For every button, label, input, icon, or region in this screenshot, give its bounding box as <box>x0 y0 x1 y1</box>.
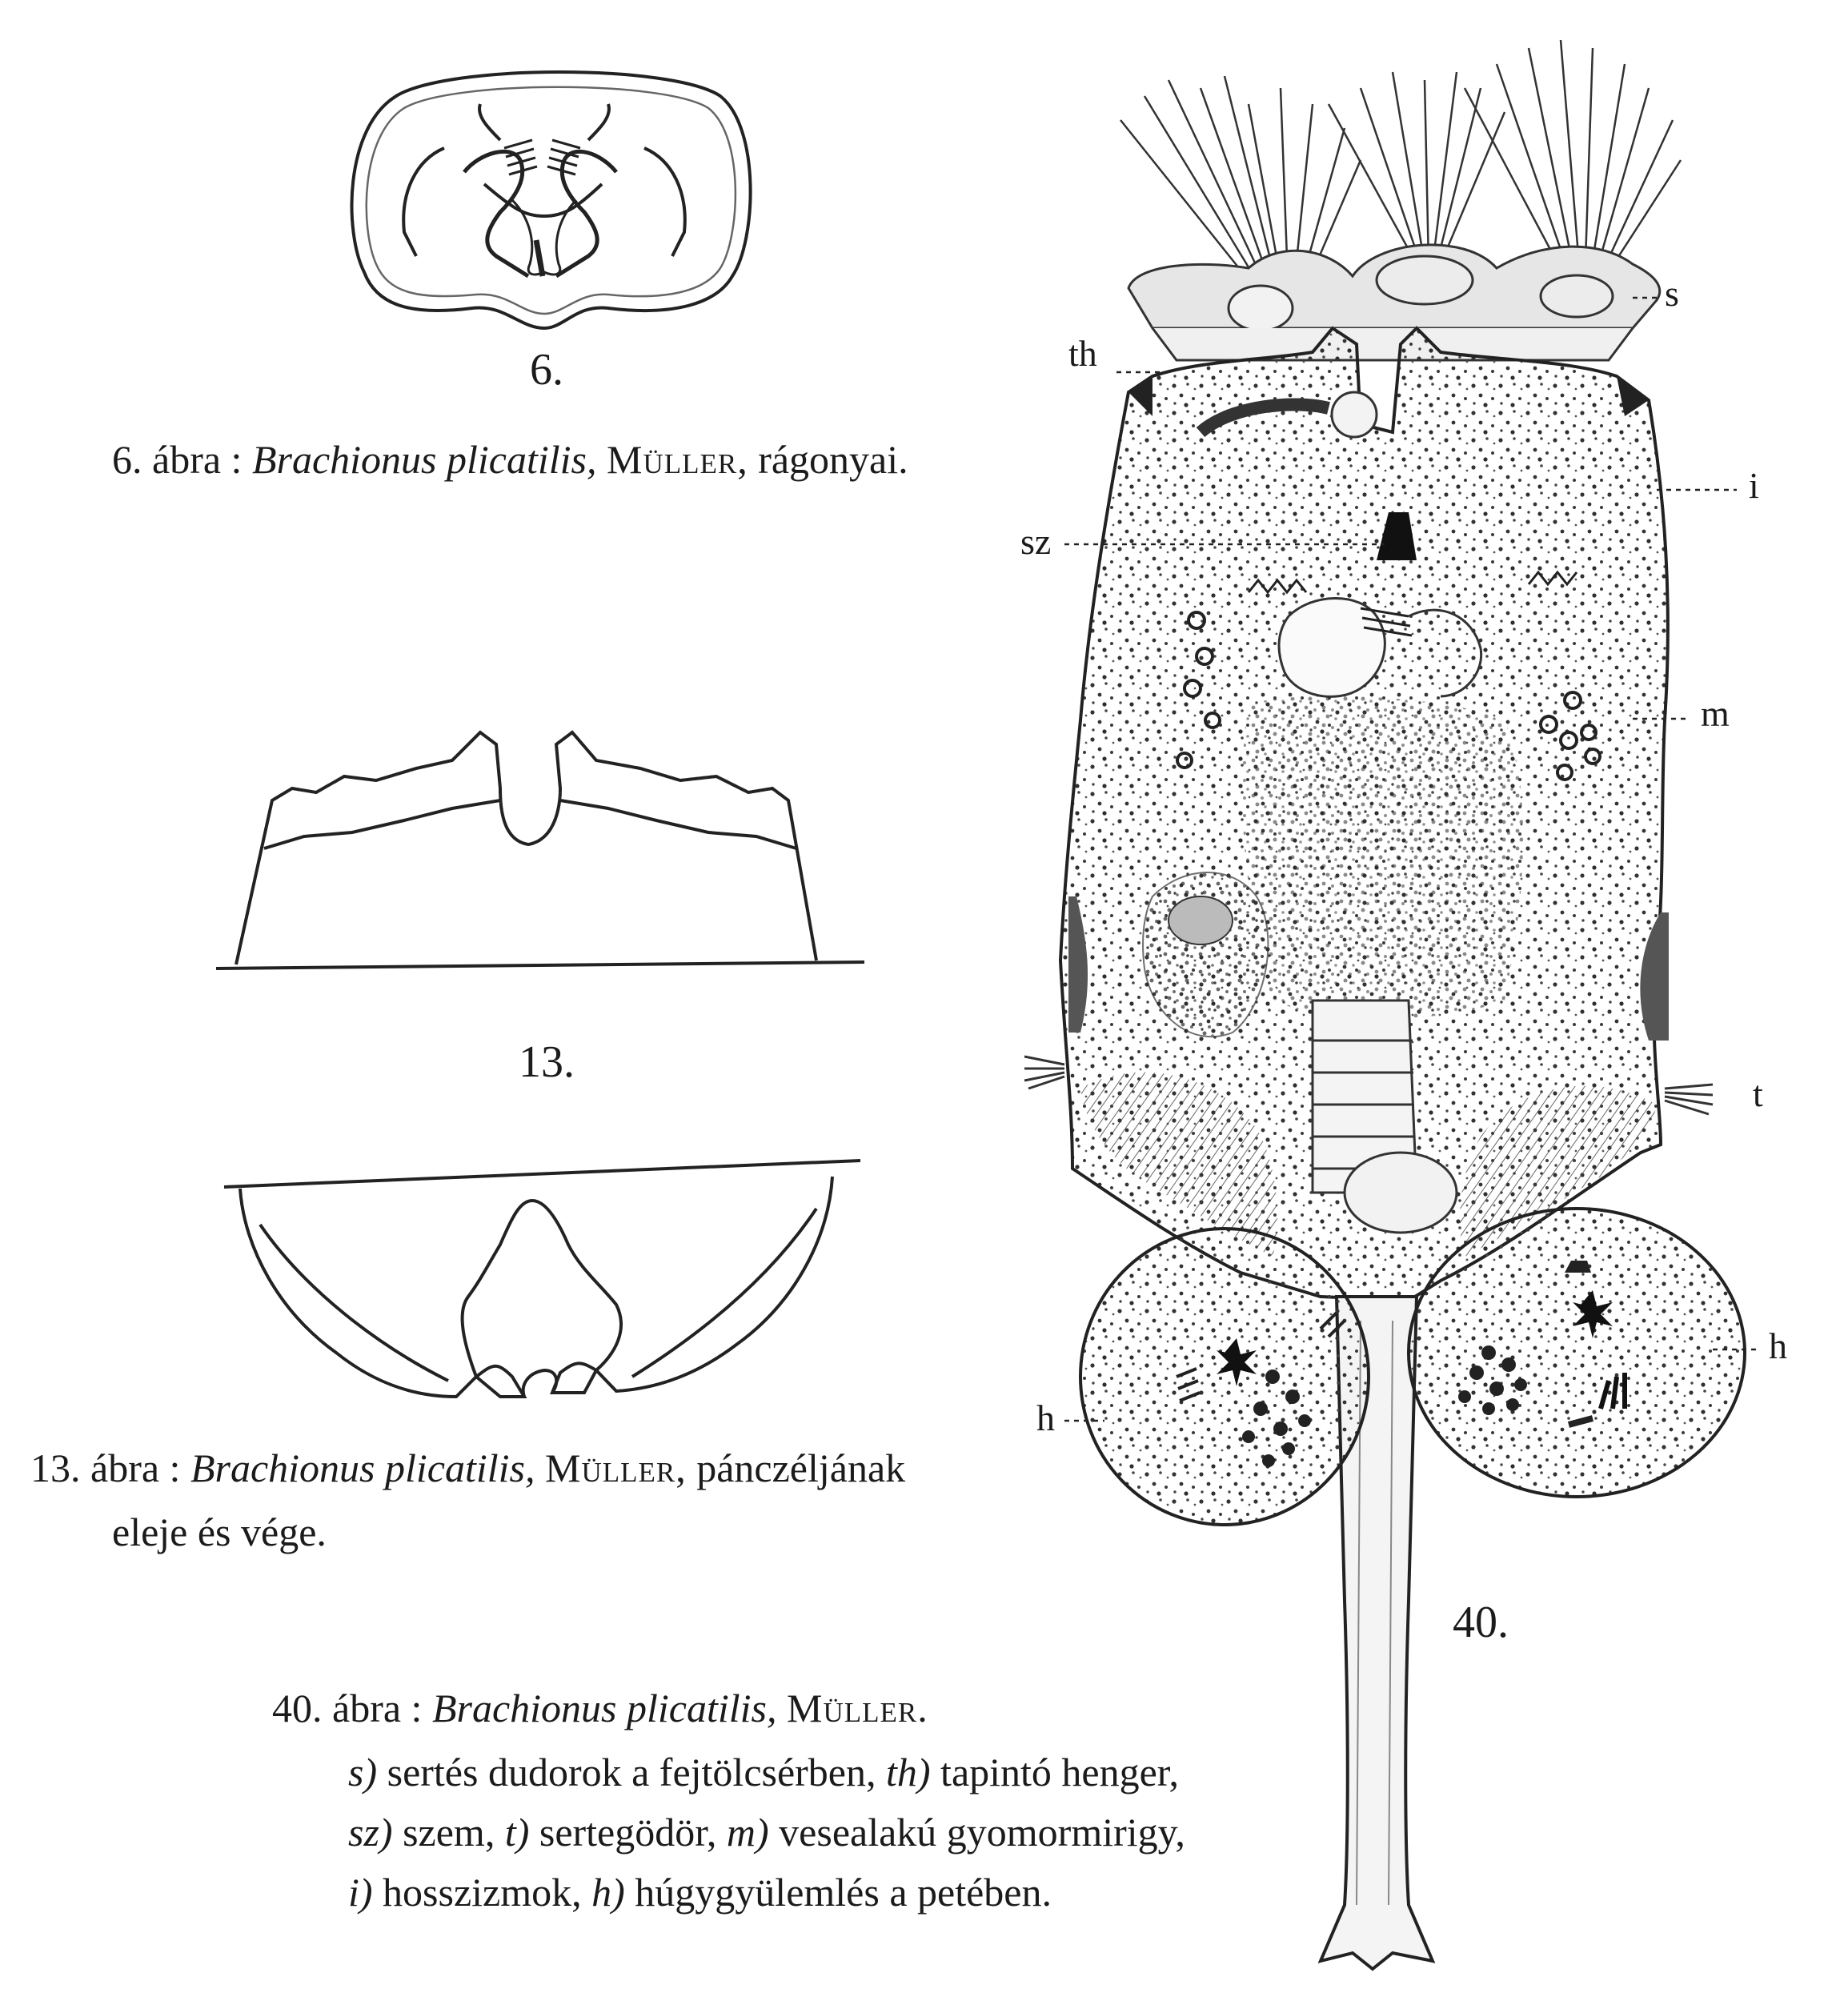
figure6-caption <box>112 432 908 487</box>
figure40-caption-author: Müller. <box>786 1686 928 1730</box>
figure6-caption-prefix: 6. ábra : <box>112 437 243 482</box>
figure13-caption-species: Brachionus plicatilis, <box>190 1446 535 1490</box>
caption-key-m: m) <box>726 1810 769 1855</box>
figure13-caption-rest: pánczéljának <box>696 1446 906 1490</box>
label-th: th <box>1068 333 1097 374</box>
egg-right <box>1409 1209 1745 1497</box>
caption-text-i: hosszizmok, <box>383 1870 582 1915</box>
figure40-caption-line3 <box>348 1865 1052 1919</box>
caption-key-t: t) <box>504 1810 530 1855</box>
figure40-rotifer-drawing <box>1024 40 1761 1969</box>
figure13-lorica-rear <box>224 1161 860 1397</box>
label-sz: sz <box>1020 521 1052 562</box>
figure40-caption-line2 <box>348 1805 1185 1859</box>
figure13-number: 13. <box>519 1037 575 1087</box>
figure40-caption-species: Brachionus plicatilis, <box>431 1686 777 1730</box>
figure13-caption <box>30 1441 905 1495</box>
caption-text-h: húgygyülemlés a petében. <box>635 1870 1052 1915</box>
figure40-caption-title <box>272 1681 928 1735</box>
label-i: i <box>1749 465 1759 506</box>
figure40-caption-prefix: 40. ábra : <box>272 1686 423 1730</box>
label-t: t <box>1753 1073 1763 1114</box>
label-h-left: h <box>1036 1397 1055 1438</box>
egg-left <box>1080 1229 1369 1525</box>
caption-key-th: th) <box>886 1750 931 1794</box>
caption-key-h: h) <box>591 1870 625 1915</box>
figure13-caption-line2: eleje és vége. <box>112 1510 327 1554</box>
caption-text-th: tapintó henger, <box>940 1750 1179 1794</box>
figure6-caption-rest: rágonyai. <box>758 437 908 482</box>
label-m: m <box>1701 693 1730 734</box>
caption-text-s: sertés dudorok a fejtölcsérben, <box>387 1750 876 1794</box>
caption-key-sz: sz) <box>348 1810 393 1855</box>
figure13-lorica-front <box>216 732 864 968</box>
figure6-number: 6. <box>530 345 563 395</box>
figure40-number: 40. <box>1453 1598 1509 1647</box>
caption-key-s: s) <box>348 1750 378 1794</box>
figure6-caption-species: Brachionus plicatilis, <box>251 437 597 482</box>
figure13-caption-author: Müller, <box>544 1446 687 1490</box>
caption-key-i: i) <box>348 1870 373 1915</box>
figure6-caption-author: Müller, <box>606 437 748 482</box>
label-h-right: h <box>1769 1325 1787 1366</box>
figure6-jaws-drawing <box>352 72 751 328</box>
figure40-caption-line1 <box>348 1745 1179 1799</box>
caption-text-t: sertegödör, <box>539 1810 717 1855</box>
caption-text-sz: szem, <box>403 1810 495 1855</box>
figure13-caption-prefix: 13. ábra : <box>30 1446 181 1490</box>
caption-text-m: vesealakú gyomormirigy, <box>779 1810 1185 1855</box>
label-s: s <box>1665 273 1679 314</box>
